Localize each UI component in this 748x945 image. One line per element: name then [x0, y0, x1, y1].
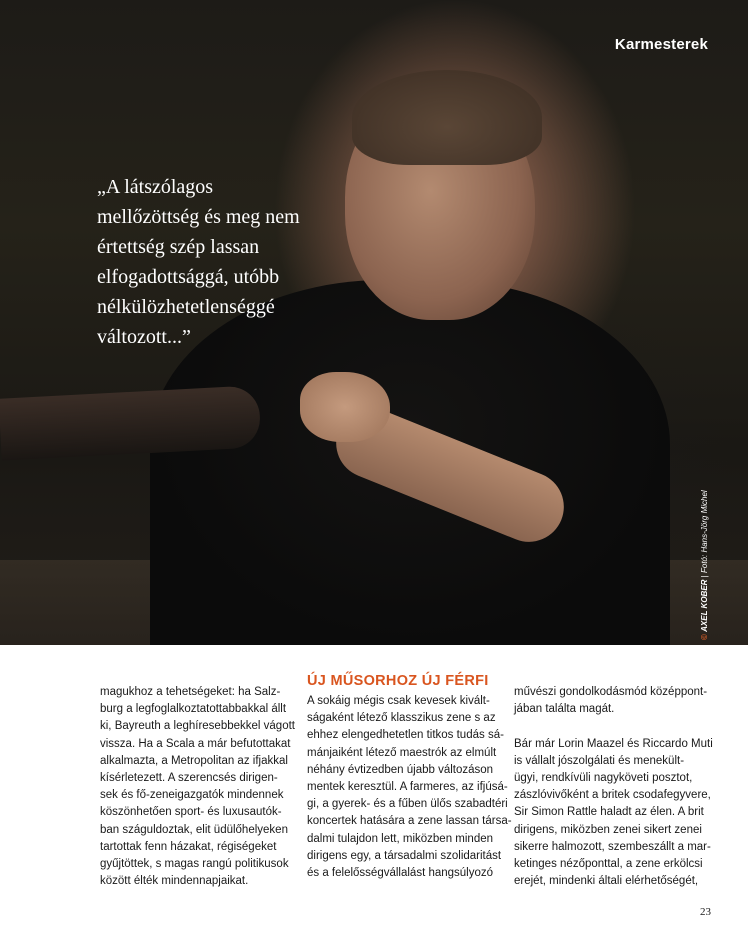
credit-separator: |: [700, 575, 709, 578]
text-line: Sir Simon Rattle haladt az élen. A brit: [514, 806, 704, 819]
paragraph-gap: [514, 718, 704, 735]
text-line: ki, Bayreuth a leghíresebbekkel vágott: [100, 720, 295, 733]
text-line: gi, a gyerek- és a fűben ülős szabadtéri: [307, 798, 508, 811]
article-column-3: [514, 684, 713, 890]
pull-quote-line: elfogadottsággá, utóbb: [97, 266, 280, 288]
text-line: ban száguldoztak, elit üdülőhelyeken: [100, 823, 288, 836]
text-line: Bár már Lorin Maazel és Riccardo Muti: [514, 737, 713, 750]
text-line: gyűjtöttek, s magas rangú politikusok: [100, 858, 289, 871]
pull-quote-line: „A látszólagos: [97, 176, 214, 198]
text-line: között élték mindennapjaikat.: [100, 875, 249, 888]
text-line: magukhoz a tehetségeket: ha Salz-: [100, 686, 281, 698]
photo-credit: [700, 490, 709, 640]
text-line: és a felelősségvállalást hangsúlyozó: [307, 867, 494, 880]
text-line: is vállalt jószolgálati és menekült-: [514, 754, 685, 767]
pull-quote: [97, 172, 357, 352]
text-line: erejét, mindenki általi elérhetőségét,: [514, 875, 699, 888]
text-line: mentek keresztül. A farmeres, az ifjúsá-: [307, 781, 508, 794]
text-line: mánjaiként létező maestrók az elmúlt: [307, 746, 497, 759]
page-number: 23: [700, 906, 711, 918]
pull-quote-line: értettség szép lassan: [97, 236, 260, 258]
text-line: ságaként létező klasszikus zene s az: [307, 712, 496, 725]
text-line: dalmi tulajdon lett, miközben minden: [307, 832, 494, 845]
text-line: jában találta magát.: [514, 703, 615, 716]
text-line: néhány évtizedben újabb változáson: [307, 763, 494, 776]
pull-quote-line: mellőzöttség és meg nem: [97, 206, 300, 228]
text-line: ügyi, rendkívüli nagyköveti posztot,: [514, 772, 693, 784]
text-line: burg a legfoglalkoztatottabbakkal állt: [100, 703, 287, 716]
conductor-hand: [300, 372, 390, 442]
text-line: vissza. Ha a Scala a már befutottakat: [100, 737, 291, 750]
text-line: dirigens egy, a társadalmi szolidaritást: [307, 849, 502, 862]
text-line: tartottak fenn házakat, régiségeket: [100, 840, 277, 853]
text-line: ehhez elengedhetetlen titkos tudás sá-: [307, 729, 504, 742]
text-line: zászlóvivőként a britek csodafegyvere,: [514, 789, 711, 802]
text-line: A sokáig mégis csak kevesek kivált-: [307, 695, 490, 707]
copyright-icon: ©: [700, 634, 709, 640]
credit-photographer: Fotó: Hans-Jörg Michel: [700, 490, 709, 573]
text-line: alkalmazta, a Metropolitan az ifjakkal: [100, 754, 288, 767]
text-line: koncertek hatására a zene lassan társa-: [307, 815, 512, 828]
text-line: művészi gondolkodásmód középpont-: [514, 686, 708, 698]
conductor-hair: [352, 70, 542, 165]
article-column-2: [307, 672, 512, 882]
text-line: kísérletezett. A szerencsés dirigen-: [100, 772, 278, 785]
text-line: ketinges nézőponttal, a zene erkölcsi: [514, 858, 703, 871]
section-heading: ÚJ MŰSORHOZ ÚJ FÉRFI: [307, 673, 489, 689]
text-line: sikerre halmozott, szembeszállt a mar-: [514, 840, 711, 853]
text-line: köszönhetően sport- és luxusautók-: [100, 806, 282, 819]
credit-name: AXEL KOBER: [700, 579, 709, 632]
article-column-1: [100, 684, 295, 890]
text-line: dirigens, miközben zenei sikert zenei: [514, 823, 702, 836]
pull-quote-line: változott...”: [97, 326, 191, 348]
section-label: Karmesterek: [614, 36, 708, 53]
text-line: sek és fő-zeneigazgatók mindennek: [100, 789, 284, 802]
pull-quote-line: nélkülözhetetlenséggé: [97, 296, 275, 318]
